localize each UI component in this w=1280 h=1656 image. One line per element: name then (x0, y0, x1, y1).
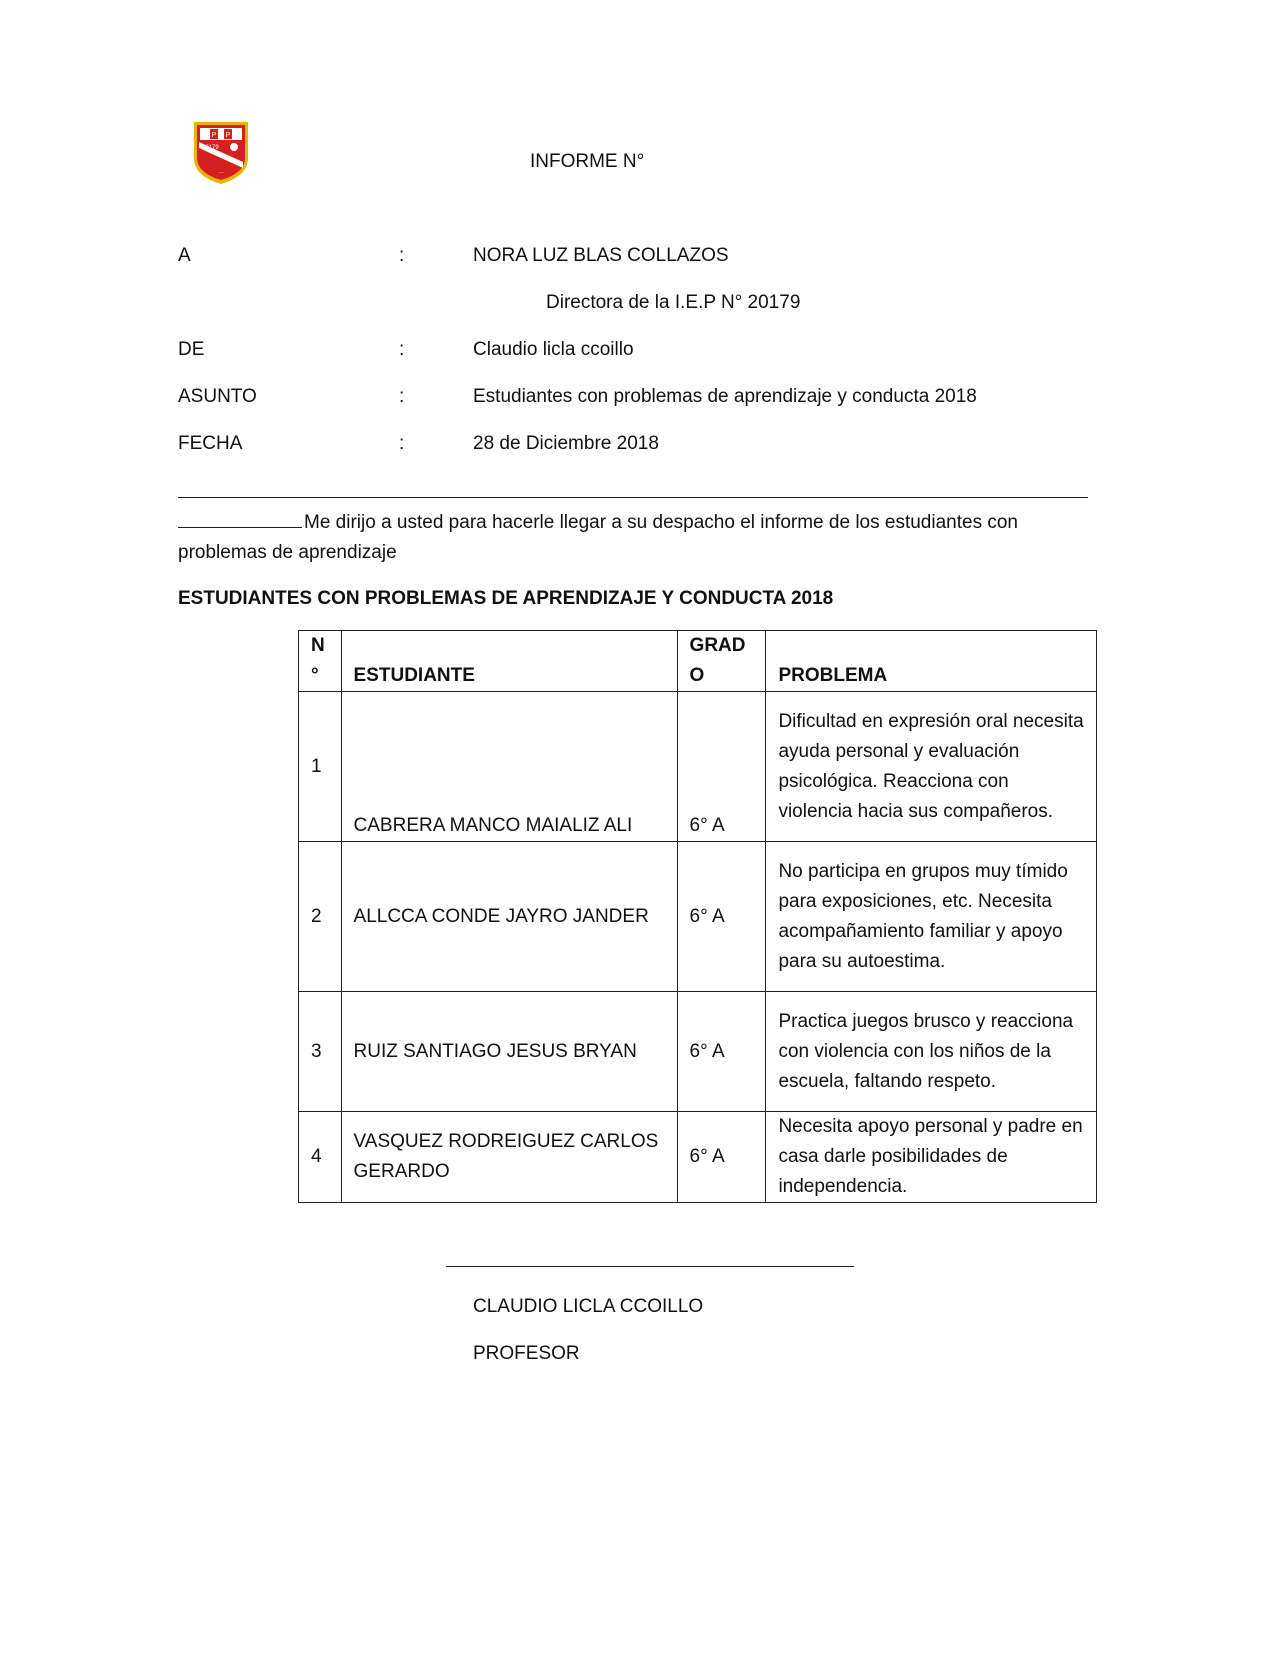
row-problem: Necesita apoyo personal y padre en casa darle posibilidades de independencia. (766, 1112, 1097, 1203)
row-student: CABRERA MANCO MAIALIZ ALI (341, 692, 677, 842)
header-grade-line2: O (689, 665, 705, 686)
row-grade: 6° A (677, 842, 766, 992)
section-heading: ESTUDIANTES CON PROBLEMAS DE APRENDIZAJE Y CONDUCTA 2018 (178, 588, 834, 609)
header-grade (677, 631, 766, 692)
to-colon: : (399, 245, 405, 266)
header-grade-line1: GRAD (689, 635, 746, 656)
date-colon: : (399, 433, 405, 454)
row-problem: No participa en grupos muy tímido para exposiciones, etc. Necesita acompañamiento familiar y apoyo para su autoestima. (766, 842, 1097, 992)
intro-lead-line (178, 509, 302, 528)
from-colon: : (399, 339, 405, 360)
date-label: FECHA (178, 433, 243, 454)
from-value: Claudio licla ccoillo (473, 339, 634, 360)
subject-value: Estudiantes con problemas de aprendizaje y conducta 2018 (473, 386, 977, 407)
to-value: NORA LUZ BLAS COLLAZOS (473, 245, 729, 266)
header-number-line2: ° (311, 665, 319, 686)
header-number-line1: N (311, 635, 325, 656)
to-subtitle: Directora de la I.E.P N° 20179 (546, 292, 801, 313)
intro-paragraph (178, 508, 1090, 568)
row-grade: 6° A (677, 1112, 766, 1203)
row-grade: 6° A (677, 692, 766, 842)
signature-role: PROFESOR (473, 1343, 580, 1364)
table-row (299, 992, 1097, 1112)
row-student: RUIZ SANTIAGO JESUS BRYAN (341, 992, 677, 1112)
svg-text:P: P (225, 132, 231, 139)
row-number: 2 (299, 842, 342, 992)
school-crest-logo (190, 118, 252, 186)
svg-text:P: P (211, 132, 217, 139)
date-value: 28 de Diciembre 2018 (473, 433, 659, 454)
from-label: DE (178, 339, 205, 360)
table-row (299, 842, 1097, 992)
table-row (299, 692, 1097, 842)
row-student: VASQUEZ RODREIGUEZ CARLOS GERARDO (341, 1112, 677, 1203)
row-problem: Practica juegos brusco y reacciona con violencia con los niños de la escuela, faltando respeto. (766, 992, 1097, 1112)
separator-line (178, 497, 1088, 498)
header-problem: PROBLEMA (766, 631, 1097, 692)
report-title: INFORME N° (530, 151, 645, 172)
students-table (298, 630, 1097, 1203)
subject-colon: : (399, 386, 405, 407)
svg-text:20179: 20179 (202, 145, 219, 151)
row-number: 1 (299, 692, 342, 842)
header-student: ESTUDIANTE (341, 631, 677, 692)
intro-text: Me dirijo a usted para hacerle llegar a su despacho el informe de los estudiantes con problemas de aprendizaje (178, 512, 1018, 563)
to-label: A (178, 245, 191, 266)
signature-name: CLAUDIO LICLA CCOILLO (473, 1296, 704, 1317)
svg-text:....: .... (218, 169, 224, 175)
row-grade: 6° A (677, 992, 766, 1112)
signature-line (446, 1266, 854, 1267)
row-number: 4 (299, 1112, 342, 1203)
row-problem: Dificultad en expresión oral necesita ayuda personal y evaluación psicológica. Reacciona con violencia hacia sus compañeros. (766, 692, 1097, 842)
subject-label: ASUNTO (178, 386, 257, 407)
header-number (299, 631, 342, 692)
row-number: 3 (299, 992, 342, 1112)
table-row (299, 1112, 1097, 1203)
table-header-row (299, 631, 1097, 692)
row-student: ALLCCA CONDE JAYRO JANDER (341, 842, 677, 992)
